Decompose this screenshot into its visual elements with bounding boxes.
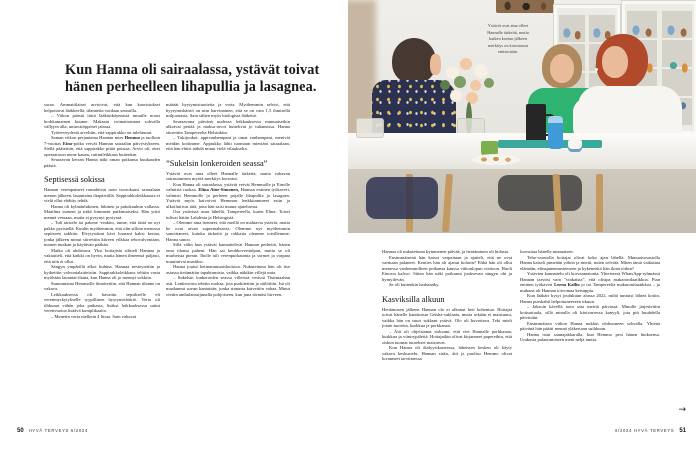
photo-leaf (440, 80, 450, 90)
body-paragraph: Kun Hanna oli sairaalassa, ystävät veivät Hemmolle ja Einolle valmista ruokaa. Elina Aine-Simonen, Hannan entinen työkaveri, valmisti Hemmolle ja perheen pojalle lihapullia ja lasagnea. Ystävät myös kaivoivat Hemmon lenkkitamineet esiin ja ulkoiluttivat tätä, jotta hän saisi muuta ajateltavaa. (166, 181, 290, 209)
photo-flower (460, 58, 472, 70)
subheading: ”Sukelsin lonkeroiden seassa” (166, 158, 268, 168)
right-page-footer (615, 428, 686, 434)
body-paragraph: – Tuli taistele tai pakene -reaktio, tunne, että tästä on nyt pakko pyristellä. Kuulin myöhemmin, että olin silloin menossa septiseen sokkiin. Elvytystiimi kävi luonani kaksi kertaa, jonka jälkeen minut siirrettiin kiireen vilkkaa tehovalvontaan, monen mutkan ja käytävän päähän. (44, 220, 160, 247)
body-paragraph: – Viikon päästä tästä lääkärikäynnistä minulle nousi horkkamainen kuume. Makasin voimattomana sohvalla vällyjen alla, untuvatöppöset jalassa. (44, 113, 160, 129)
right-page (348, 0, 696, 450)
left-magazine-label: HYVÄ TERVEYS 6/2024 (28, 428, 88, 433)
body-paragraph: määrät hyytymistuotteita ja verta. Myöhemmin selvisi, että hyytymishäiriö on niin harvinainen, että se on vain 1,5 ihmisellä miljoonasta. Sain siihen myös biologista lääkettä. (166, 102, 290, 118)
photo-chair-leg (596, 174, 603, 232)
body-paragraph: Työterveydestä arveltiin, että sappirakko on tulehtunut. (51, 129, 153, 135)
photo-under-table-shadow (366, 177, 438, 219)
body-paragraph: Kun Hanna oli dialyysikoneessa, läheisten kesken oli käyty vakava keskustelu. Hannan sisko, äiti ja puoliso Hemmo olivat luvanneet tarvittaessa (382, 345, 512, 361)
photo-chair-leg (442, 174, 453, 232)
right-magazine-label: 6/2024 HYVÄ TERVEYS (615, 428, 675, 433)
photo-woman-red-face (602, 46, 628, 78)
body-paragraph: Hanna istui saunajakkaralla, kun Hemmo pesi hänen hiuksensa. Urakasta palautumiseen meni neljä tuntia. (520, 331, 660, 342)
right-page-column-2 (520, 249, 660, 425)
photo-friends-at-table (348, 0, 696, 233)
body-paragraph: Se oli kuitenkin harhanäky. (389, 282, 440, 287)
body-paragraph: Sillä välin kun ystävät kannattelivat Hannan perhettä, hänen oma tilansa paheni. Hän sai keuhkoveritulpan, mutta se oli murheista pienin. Iholle tuli verenpurkaumia ja sormet ja varpaat muuttuivat mustiksi. (166, 242, 290, 264)
photo-table (348, 133, 696, 169)
body-paragraph: – Sukelsin lonkeroiden seassa villeissä vesissä Thaimaahan asti. Lonkeroista tehtiin ruokaa, jota purkitettiin ja säilöttiin. Isä oli maalannut suvun kantaisän, jonka rinnasta kaivettiin vahaa. Minut vietiin ambulanssijunalla pohjoiseen, kun juna törmäsi hirveen. (166, 275, 290, 297)
photo-under-table (348, 169, 696, 233)
body-paragraph: Ystävien kannattelu oli korvaamatonta. Yhteisessä WhatsApp-ryhmässä Hannan tarvitsi vain ”vinkaista”, että olisipa makaronilaatikkoa. Pian entinen työkaveri Leena Kallio jo toi Tampereelta makaronilaatikkoa – ja mukana oli Hannan toivomaa ketsuppia. (520, 271, 660, 293)
body-paragraph: Heräämisen jälkeen Hannan olo ei alkanut heti kohentua. Hoitajat toivat hänelle kantiinista Geisha-suklaata, mutta sekään ei maistunut, vaikka hän on suuri suklaan ystävä. Olo oli kuvottava. Teki mieli jotain tuoretta, kurkkua ja porkkanaa. (382, 306, 512, 328)
body-paragraph: Kun lääkäri kysyi joulukuun alussa 2022, miltä tuntuisi lähteä kotiin, Hanna purskahti helpottuneeseen itkuun. (520, 293, 660, 304)
body-paragraph: Osa ystävistä asuu lähellä, Tampereella, kuten Elina. Toiset tulivat hätiin Lahdesta ja Helsingistä. (166, 209, 290, 220)
body-paragraph: Leikkauksessa oli havaittu sepsikselle eli verenmyrkytykselle tyypillinen hyytymishäiriö. Verta oli tihkunut vähän joka paikasta, lisäksi leikkauksessa sattui verenvuotoa lisäävä komplikaatio. (44, 291, 160, 313)
photo-pearl-earring (595, 68, 598, 71)
body-paragraph: Seuraavana päivänä uudessa leikkauksessa munuaisetkin alkoivat pettää ja maksa-arvot huitelivat jo tuhansissa. Hanna siirrettiin Tampereelta Helsinkiin. (166, 118, 290, 135)
body-paragraph: Hannan verenpaineet romahtivat noin vuorokausi sairaalaan menon jälkeen, lauantaina iltapäivällä. Sappirakkoleikkausta ei vielä ollut ehditty tehdä. (44, 187, 160, 203)
photo-under-table-shadow (498, 175, 582, 211)
body-paragraph: luovuttaa hänelle munuaisen. (520, 249, 574, 254)
photo-flower (474, 64, 488, 78)
subheading: Septisessä sokissa (44, 175, 105, 184)
body-paragraph: Sunnuntaina Hemmolle ilmoitettiin, että Hannan tilanne on vakava. (44, 280, 160, 291)
left-page-column-1 (44, 102, 160, 434)
photo-woman-green-face (550, 54, 574, 83)
article-headline: Kun Hanna oli sairaalassa, ystävät toivat hänen perheelleen lihapullia ja lasagnea. (65, 62, 320, 95)
body-paragraph: Matka oli ahdistava. Yksi hoitajista silitteli Hannaa ja vakuutteli, että kaikki on hyvin, mutta hänen ilmeensä paljasti, että niin ei ollut. (44, 247, 160, 264)
body-paragraph: Hanna joutui keinomunuaishoitoon. Nukutettuna hän oli itse asiassa tietämätön tapahtumista, vaikka näkikin villejä unia. (166, 264, 290, 275)
photo-pastry-plate (472, 154, 520, 165)
body-paragraph: – Menetin verta melkein 4 litraa. Sain valtavat (51, 313, 137, 319)
photo-blue-bottle (548, 116, 563, 149)
photo-leaf (484, 78, 494, 88)
photo-caption: Ystävät ovat aina olleet Hannalle tärkeitä, mutta kaiken koetun jälkeen merkitys on korostunut entisestään. (487, 23, 529, 54)
right-page-column-1 (382, 249, 512, 425)
body-paragraph: Hanna oli kylmänhikinen, hikinen ja pakokauhun vallassa. Maailma sumeni ja näkö himmeni putkimaiseksi. Hän yritti mennä vessaan, mutta ei pysynyt pystyssä. (44, 203, 160, 220)
photo-wall-shelf-pottery (496, 0, 554, 13)
left-page-number: 50 (17, 428, 24, 434)
photo-flower (450, 90, 462, 102)
body-paragraph: Hannaa oli nukutettuna kymmenen päivää, ja herääminen oli hidasta. (382, 249, 510, 254)
body-paragraph: Sängyn ympärillä alkoi kuhina. Hannaa nesteytettiin ja kytkettiin valvontalaitteisiin. Sappirakkoleikkaus tehtiin vasta myöhään lauantai-iltana, kun Hanna oli jo mennyt sokkiin. (44, 264, 160, 280)
body-paragraph: Ystävät ovat aina olleet Hannalle tärkeitä, mutta vakavan sairastamisen myötä merkitys korostui. (166, 170, 290, 181)
body-paragraph: Saman viikon perjantaina Hannan mies Hemmo ja tuolloin 7-vuotias Eino-poika veivät Hannan sairaalan päivystykseen. Siellä päätettiin, että sappirakko pitää poistaa. Arvio oli, ettei operaatioon mene kauan, rutiinileikkaus kuitenkin. (44, 135, 160, 157)
left-page-footer (17, 428, 88, 434)
body-paragraph: – Äiti oli ohjeistanut siskoani, että viet Hannalle porkkanaa, kurkkua ja viinirypäleitä. Hoitajatkin olivat kirjanneet papereihin, että siskon tuomat tuorekset maistuvat. (382, 328, 512, 345)
body-paragraph: – Jaksoin kävellä noin sata metriä päivässä. Minulle järjestettiin kotisairaala, sillä minulla oli käsivarressa kanyyli, jota piti huuhdella päivittäin. (520, 304, 660, 320)
photo-coffee-cup (568, 140, 582, 152)
continuation-arrow-icon: → (678, 405, 686, 415)
body-paragraph: Ensimmäisen viikon Hanna nukkui olohuoneen sohvalla. Yhtenä päivänä hän päätti mennä yläkertaan suihkuun. (520, 320, 660, 331)
body-paragraph: – Olemme aina tienneet, että meillä on mahtavia ystäviä, mutta he ovat aivan supermahtavia. Olemme nyt myöhemmin sanoittaneet, kuinka tärkeitä ja rakkaita olemme toisillemme, Hanna sanoo. (166, 220, 290, 242)
body-paragraph: – Tukijoukot, appivanhempani ja omat vanhempani, menivät meidän kotiimme. Appiukko lähti tuomaan miestäni sairaalaan, että hän ehtisi nähdä minut vielä vilaukselta. (166, 135, 290, 151)
photo-glass-jar (356, 118, 384, 138)
body-paragraph: Teho-osastolla hoitajat olivat koko ajan lähellä. Munuaisosastolla Hanna katseli pimeään yöhön ja mietti, miten selviää. Miten tämä vaikuttaa elämään, elinajanennusteeseen ja kykeneekö hän ikinä töihin? (520, 254, 660, 271)
photo-flower (454, 76, 466, 88)
left-page-column-2 (166, 102, 290, 434)
body-paragraph: Ensimmäisenä hän katsoi varpaitaan ja ajatteli, että ne ovat varmaan palaneet. Kenties hän oli ajanut kolarin? Ehkä hän oli ollut menossa vanhemmilleen poikansa kanssa viikonlopun viettoon. Huoli Einosta kalvoi. Sitten hän näki poikansa juoksevan sängyn ohi ja hymyilevän. (382, 254, 512, 282)
body-paragraph: soraa. Ammattilaiset arvioivat, että kun kouristukset helpottavat lääkkeellä, tilannetta voidaan seurailla. (44, 102, 160, 113)
body-paragraph: Seuraavan kerran Hanna näki oman poikansa kuukauden päästä. (44, 157, 160, 168)
photo-flower (470, 80, 481, 91)
subheading: Kasviksilla alkuun (382, 294, 445, 304)
right-page-number: 51 (679, 428, 686, 434)
